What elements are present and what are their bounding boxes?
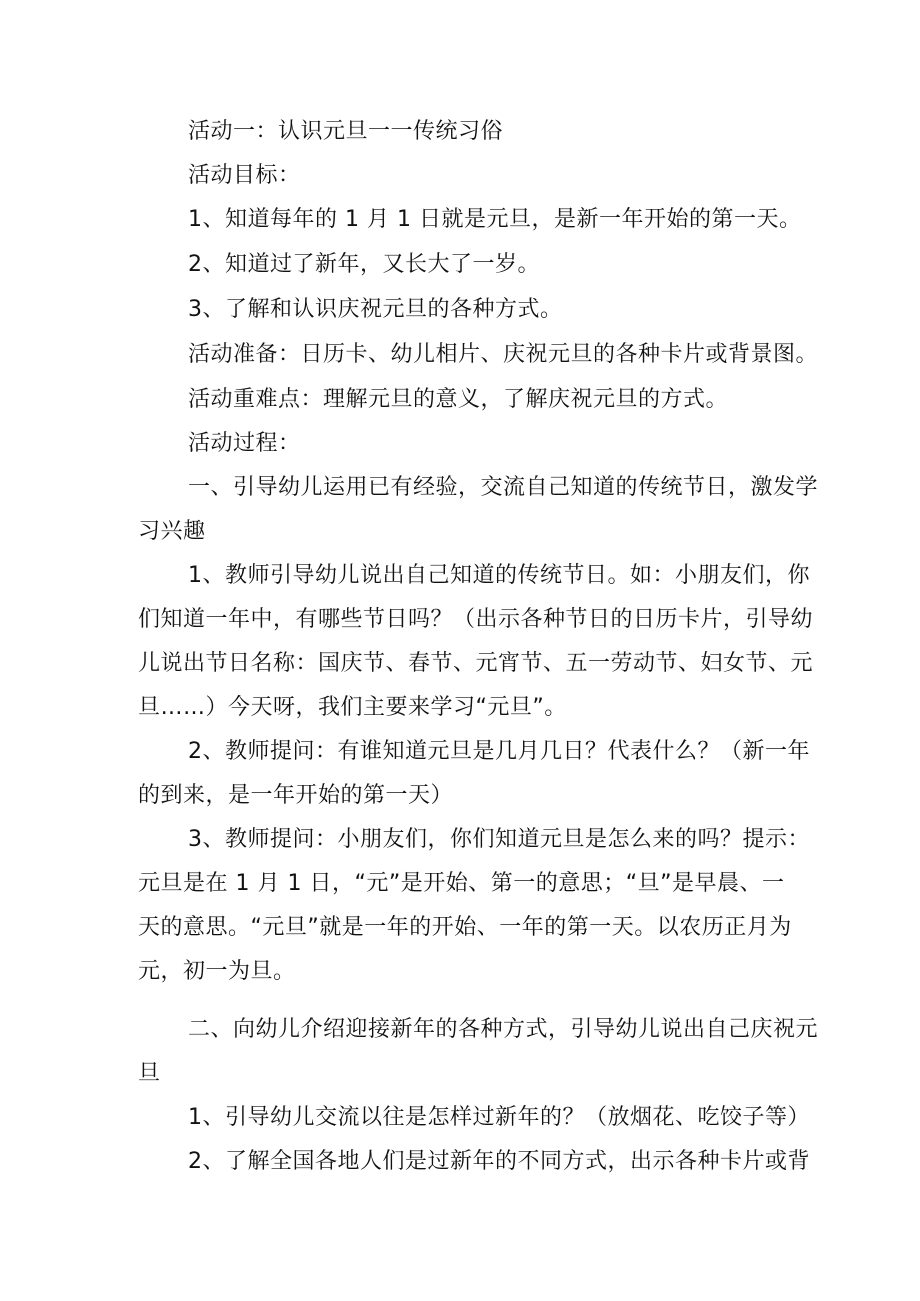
process-heading: 活动过程： [188,431,301,456]
section1-item2-line: 2、教师提问：有谁知道元旦是几月几日？代表什么？（新一年 [188,739,810,764]
section1-item3-line: 3、教师提问：小朋友们，你们知道元旦是怎么来的吗？提示： [188,827,810,852]
section2-item1: 1、引导幼儿交流以往是怎样过新年的？（放烟花、吃饺子等） [188,1105,810,1130]
section2-item2: 2、了解全国各地人们是过新年的不同方式，出示各种卡片或背 [188,1149,810,1174]
section1-item3-line: 天的意思。“元旦”就是一年的开始、一年的第一天。以农历正月为 [138,915,792,940]
preparation-line: 活动准备：日历卡、幼儿相片、庆祝元旦的各种卡片或背景图。 [188,342,819,367]
section1-item3-line: 元旦是在 1 月 1 日，“元”是开始、第一的意思；“旦”是早晨、一 [138,871,785,896]
section2-heading-line: 旦 [138,1061,161,1086]
activity-title: 活动一：认识元旦一一传统习俗 [188,119,504,144]
goal-item-3: 3、了解和认识庆祝元旦的各种方式。 [188,297,563,322]
section1-item1-line: 儿说出节日名称：国庆节、春节、元宵节、五一劳动节、妇女节、元 [138,651,814,676]
goals-heading: 活动目标： [188,163,301,188]
goal-item-2: 2、知道过了新年，又长大了一岁。 [188,252,540,277]
section1-item2-line: 的到来，是一年开始的第一天） [138,783,454,808]
goal-item-1: 1、知道每年的 1 月 1 日就是元旦，是新一年开始的第一天。 [188,207,802,232]
key-points-line: 活动重难点：理解元旦的意义，了解庆祝元旦的方式。 [188,387,729,412]
section1-item3-line: 元，初一为旦。 [138,959,296,984]
section1-heading-line: 一、引导幼儿运用已有经验，交流自己知道的传统节日，激发学 [188,475,819,500]
section1-item1-line: 1、教师引导幼儿说出自己知道的传统节日。如：小朋友们，你 [188,563,810,588]
section1-heading-line: 习兴趣 [138,519,206,544]
section1-item1-line: 旦……）今天呀，我们主要来学习“元旦”。 [138,695,567,720]
section1-item1-line: 们知道一年中，有哪些节日吗？（出示各种节日的日历卡片，引导幼 [138,607,814,632]
section2-heading-line: 二、向幼儿介绍迎接新年的各种方式，引导幼儿说出自己庆祝元 [188,1017,819,1042]
